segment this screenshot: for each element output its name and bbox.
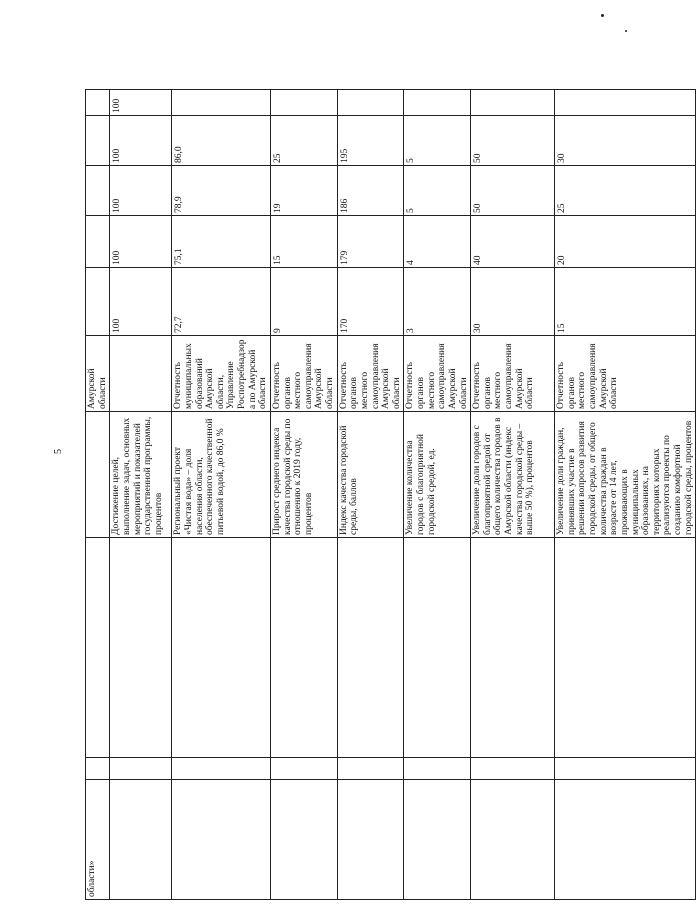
source-cell: Отчетность органов местного самоуправления Амурской области — [555, 336, 696, 412]
indicator-table — [85, 89, 696, 900]
empty-cell — [337, 538, 404, 758]
source-cell: Отчетность органов местного самоуправления Амурской области — [404, 336, 471, 412]
indicator-cell: Прирост среднего индекса качества городской среды по отношению к 2019 году, процентов — [270, 412, 337, 538]
value-cell: 30 — [471, 268, 555, 336]
empty-cell — [404, 780, 471, 900]
empty-cell — [555, 758, 696, 780]
value-cell: 50 — [471, 116, 555, 166]
value-cell: 179 — [337, 216, 404, 268]
value-cell: 5 — [404, 116, 471, 166]
empty-cell — [555, 538, 696, 758]
scan-speck — [625, 30, 627, 32]
value-cell: 100 — [110, 166, 172, 216]
value-cell: 170 — [337, 268, 404, 336]
value-cell — [404, 90, 471, 116]
value-cell — [471, 90, 555, 116]
value-cell: 19 — [270, 166, 337, 216]
header-cell — [86, 166, 110, 216]
table-row — [172, 90, 271, 900]
header-cell — [86, 758, 110, 780]
value-cell: 5 — [404, 166, 471, 216]
header-cell: Амурской области — [86, 336, 110, 412]
indicator-cell: Увеличение количества городов с благоприятной городской средой, ед. — [404, 412, 471, 538]
page-number: 5 — [53, 449, 64, 454]
value-cell: 15 — [270, 216, 337, 268]
header-cell — [86, 216, 110, 268]
value-cell: 86,0 — [172, 116, 271, 166]
value-cell: 100 — [110, 268, 172, 336]
value-cell: 15 — [555, 268, 696, 336]
empty-cell — [270, 538, 337, 758]
empty-cell — [471, 780, 555, 900]
value-cell: 3 — [404, 268, 471, 336]
table-row — [404, 90, 471, 900]
source-cell: Отчетность муниципальных образований Амурской области, Управление Роспотребнадзора по Амурской области — [172, 336, 271, 412]
table-row — [471, 90, 555, 900]
empty-cell — [172, 780, 271, 900]
value-cell: 30 — [555, 116, 696, 166]
empty-cell — [110, 758, 172, 780]
value-cell — [337, 90, 404, 116]
value-cell: 100 — [110, 216, 172, 268]
value-cell — [555, 90, 696, 116]
header-cell: области» — [86, 780, 110, 900]
empty-cell — [110, 780, 172, 900]
indicator-cell: Увеличение доли городов с благоприятной средой от общего количества городов в Амурской области (индекс качества городской среды – выше 50 %), процентов — [471, 412, 555, 538]
source-cell: Отчетность органов местного самоуправления Амурской области — [337, 336, 404, 412]
empty-cell — [555, 780, 696, 900]
header-cell — [86, 412, 110, 538]
empty-cell — [337, 780, 404, 900]
value-cell: 25 — [555, 166, 696, 216]
source-cell — [110, 336, 172, 412]
table-row — [270, 90, 337, 900]
value-cell: 186 — [337, 166, 404, 216]
value-cell: 40 — [471, 216, 555, 268]
value-cell — [172, 90, 271, 116]
scan-speck — [601, 14, 604, 17]
source-cell: Отчетность органов местного самоуправления Амурской области — [471, 336, 555, 412]
empty-cell — [270, 758, 337, 780]
value-cell: 4 — [404, 216, 471, 268]
value-cell: 75,1 — [172, 216, 271, 268]
indicator-cell: Увеличение доли граждан, принявших участие в решении вопросов развития городской среды, от общего количества граждан в возрасте от 14 лет, проживающих в муниципальных образованиях, на территориях которых реализуются проекты по созданию комфортной городской среды, процентов — [555, 412, 696, 538]
empty-cell — [110, 538, 172, 758]
table-frame — [85, 90, 694, 900]
empty-cell — [172, 758, 271, 780]
indicator-cell: Региональный проект «Чистая вода» – доля населения области, обеспеченного качественной питьевой водой, до 86,0 % — [172, 412, 271, 538]
value-cell: 9 — [270, 268, 337, 336]
value-cell: 20 — [555, 216, 696, 268]
value-cell: 78,9 — [172, 166, 271, 216]
empty-cell — [270, 780, 337, 900]
table-row — [555, 90, 696, 900]
table-row — [110, 90, 172, 900]
header-cell — [86, 116, 110, 166]
empty-cell — [337, 758, 404, 780]
value-cell: 50 — [471, 166, 555, 216]
empty-cell — [404, 758, 471, 780]
empty-cell — [172, 538, 271, 758]
empty-cell — [471, 538, 555, 758]
value-cell: 100 — [110, 90, 172, 116]
empty-cell — [471, 758, 555, 780]
header-cell — [86, 538, 110, 758]
table-row — [86, 90, 110, 900]
indicator-cell: Достижение целей, выполнение задач, основных мероприятий и показателей государственной программы, процентов — [110, 412, 172, 538]
table-row — [337, 90, 404, 900]
value-cell: 25 — [270, 116, 337, 166]
value-cell: 100 — [110, 116, 172, 166]
source-cell: Отчетность органов местного самоуправления Амурской области — [270, 336, 337, 412]
value-cell — [270, 90, 337, 116]
value-cell: 72,7 — [172, 268, 271, 336]
value-cell: 195 — [337, 116, 404, 166]
indicator-cell: Индекс качества городской среды, баллов — [337, 412, 404, 538]
header-cell — [86, 268, 110, 336]
empty-cell — [404, 538, 471, 758]
header-cell — [86, 90, 110, 116]
